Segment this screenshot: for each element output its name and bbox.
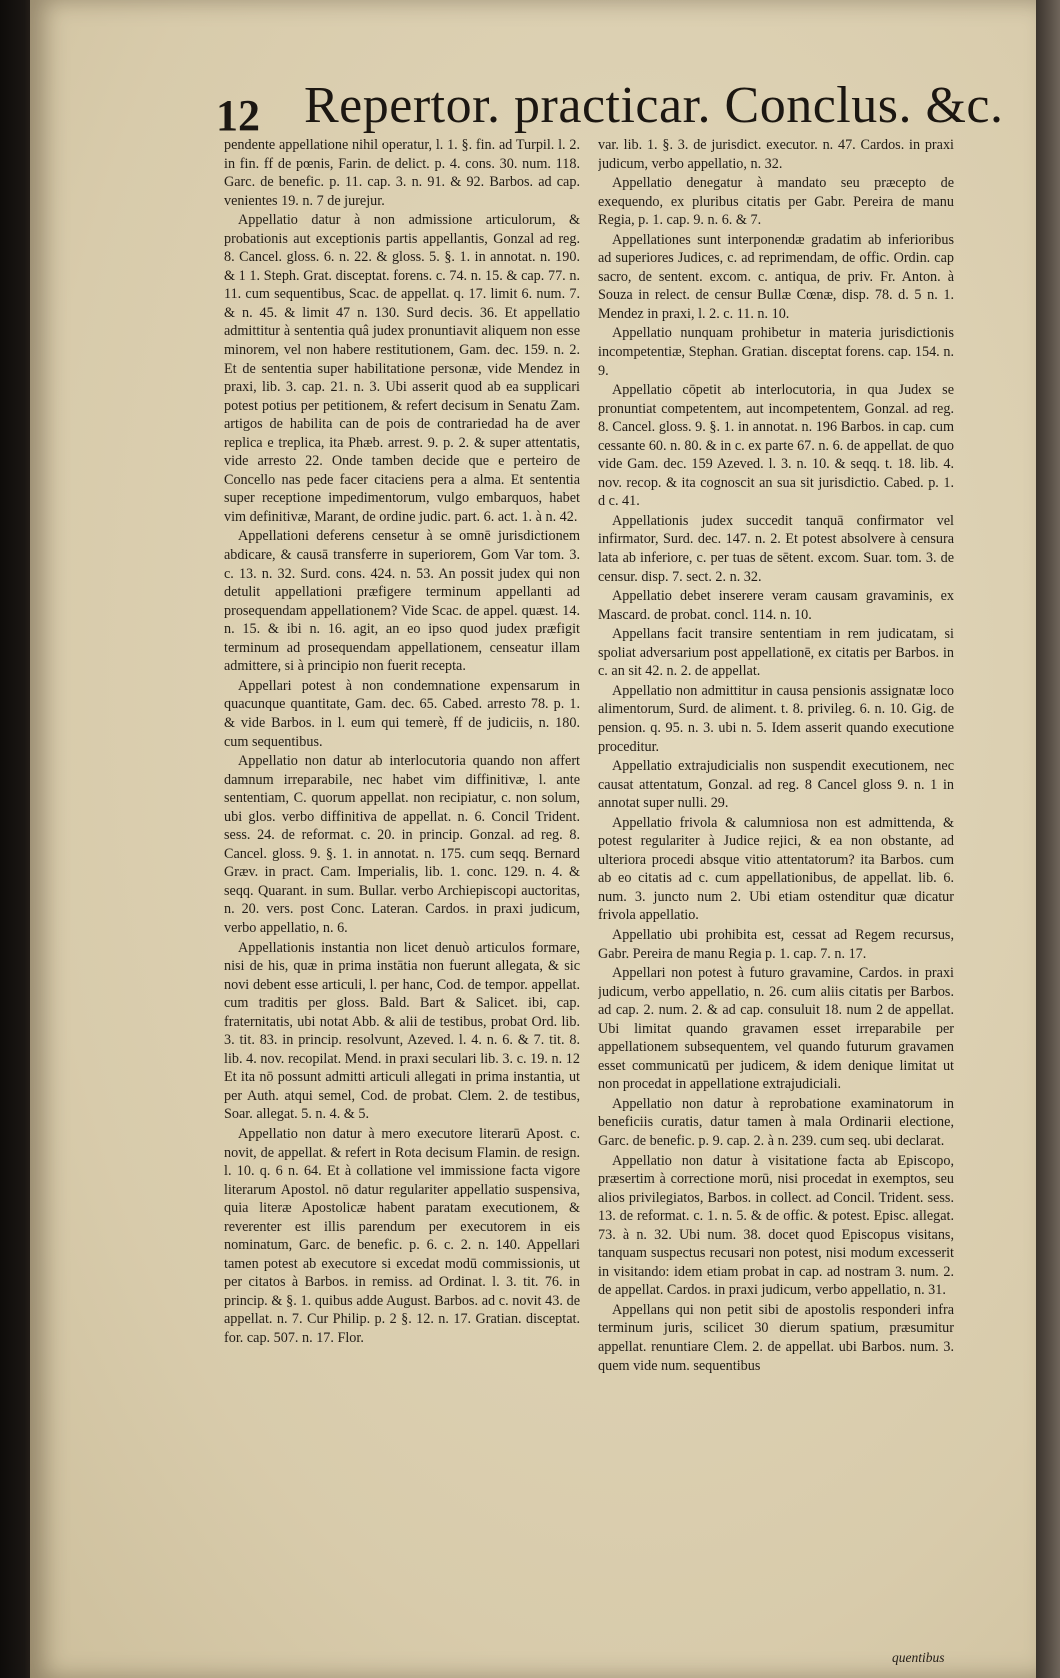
paragraph: pendente appellatione nihil operatur, l. 1. §. fin. ad Turpil. l. 2. in fin. ff de pœnis, Farin. de delict. p. 4. cons. 30. num. 118. Garc. de benefic. p. 11. cap. 3. n. 91. & 92. Barbos. ad cap. venientes 19. n. 7 de jurejur. — [224, 137, 580, 209]
paragraph: Appellans facit transire sententiam in rem judicatam, si spoliat adversarium post appellationē, ex citatis per Barbos. in c. an sit 42. n. 2. de appellat. — [598, 626, 954, 680]
paragraph: Appellatio non datur à visitatione facta ab Episcopo, præsertim à correctione morū, nisi procedat in exemptos, seu alios privilegiatos, Barbos. in collect. ad Concil. Trident. sess. 13. de reformat. c. 1. n. 5. & de offic. & potest. Episc. allegat. 73. à n. 32. Ubi num. 38. docet quod Episcopus visitans, tanquam suspectus recusari non potest, nisi modum excesserit in visitando: idem etiam probat in cap. ad nostram 3. num. 2. de appellat. Cardos. in praxi judicum, verbo appellatio, n. 31. — [598, 1152, 954, 1299]
paragraph: Appellari potest à non condemnatione expensarum in quacunque quantitate, Gam. dec. 65. Cabed. arresto 78. p. 1. & vide Barbos. in l. eum qui temerè, ff de judiciis, n. 180. cum sequentibus. — [224, 677, 580, 750]
paragraph: Appellationis instantia non licet denuò articulos formare, nisi de his, quæ in prima instātia non fuerunt allegata, & sic novi debent esse articuli, l. per hanc, Cod. de tempor. appellat. cum traditis per gloss. Bald. Bart & Salicet. ibi, cap. fraternitatis, ubi notat Abb. & alii de testibus, probat Ord. lib. 3. tit. 83. in princip. resolvunt, Azeved. l. 4. n. 6. & 7. tit. 8. lib. 4. nov. recopilat. Mend. in praxi seculari lib. 3. c. 19. n. 12 Et ita nō possunt admitti articuli allegati in prima instantia, ut per Auth. atqui semel, Cod. de probat. Clem. 2. de testibus, Soar. allegat. 5. n. 4. & 5. — [224, 939, 580, 1123]
page-number: 12 — [216, 91, 260, 140]
paragraph: Appellatio nunquam prohibetur in materia jurisdictionis incompetentiæ, Stephan. Gratian. disceptat forens. cap. 154. n. 9. — [598, 325, 954, 379]
book-page — [30, 0, 1036, 1678]
paragraph: Appellatio non datur ab interlocutoria quando non affert damnum irreparabile, nec habet vim diffinitivæ, l. ante sententiam, C. quorum appellat. non recipiatur, c. non solum, ubi glos. verbo diffinitiva de appellat. n. 6. Concil Trident. sess. 24. de reformat. c. 20. in princip. Gonzal. ad reg. 8. Cancel. gloss. 9. §. 1. in annotat. n. 175. cum seqq. Bernard Græv. in pract. Cam. Imperialis, lib. 1. conc. 129. n. 4. & seqq. Quarant. in sum. Bullar. verbo Archiepiscopi auctoritas, n. 20. vers. post Conc. Lateran. Cardos. in praxi judicum, verbo appellatio, n. 6. — [224, 753, 580, 936]
catchword: quentibus — [892, 1650, 945, 1665]
running-head: Repertor. practicar. Conclus. &c. — [304, 77, 1004, 134]
paragraph: Appellans qui non petit sibi de apostolis responderi infra terminum juris, scilicet 30 dierum spatium, præsumitur appellat. renuntiare Clem. 2. de appellat. ubi Barbos. num. 3. quem vide num. sequentibus — [598, 1301, 954, 1374]
page-edge-shadow — [1036, 0, 1060, 1678]
paragraph: Appellationes sunt interponendæ gradatim ab inferioribus ad superiores Judices, c. ad reprimendam, de offic. Ordin. cap sacro, de sentent. excom. c. antiqua, de priv. Fr. Anton. à Souza in relect. de censur Bullæ Cœnæ, disp. 78. d. 5 n. 1. Mendez in praxi, l. 2. c. 11. n. 10. — [598, 231, 954, 322]
left-column — [224, 136, 580, 1349]
paragraph: Appellatio cōpetit ab interlocutoria, in qua Judex se pronuntiat competentem, aut incompetentem, Gonzal. ad reg. 8. Cancel. gloss. 9. §. 1. in annotat. n. 196 Barbos. in cap. cum cessante 60. n. 80. & in c. ex parte 67. n. 6. de appellat. de quo vide Gam. dec. 159 Azeved. l. 3. n. 10. & seqq. t. 18. lib. 4. nov. recop. & ita cognoscit an sua sit jurisdictio. Cabed. p. 1. d c. 41. — [598, 382, 954, 510]
paragraph: Appellatio non admittitur in causa pensionis assignatæ loco alimentorum, Surd. de aliment. t. 8. privileg. 6. n. 10. Gig. de pension. q. 95. n. 3. ubi n. 5. Idem asserit quando executione proceditur. — [598, 682, 954, 755]
paragraph: Appellatio debet inserere veram causam gravaminis, ex Mascard. de probat. concl. 114. n. 10. — [598, 588, 954, 623]
paragraph: Appellatio datur à non admissione articulorum, & probationis aut exceptionis partis appellantis, Gonzal ad reg. 8. Cancel. gloss. 6. n. 22. & gloss. 5. §. 1. in annotat. n. 190. & 1 1. Steph. Grat. disceptat. forens. c. 74. n. 15. & cap. 77. n. 11. cum sequentibus, Scac. de appellat. q. 17. limit 6. num. 7. & n. 45. & limit 47 n. 130. Surd decis. 36. Et appellatio admittitur à sententia quâ judex pronuntiavit aliquem non esse minorem, vel non habere restitutionem, Gam. dec. 159. n. 2. Et de sententia super habilitatione personæ, vide Mendez in praxi, lib. 3. cap. 21. n. 3. Ubi asserit quod ab ea supplicari potest potius per petitionem, & refert decisum in Senatu Zam. artigos de habilita can de pois de contrariedad ha de aver replica e treplica, ita Phæb. arrest. 9. p. 2. & super attentatis, vide arresto 22. Onde tamben decide que e perteiro de Concello nas pede facer citaciens pera a alma. Et sententia super receptione impedimentorum, vulgo embarquos, habet vim definitivæ, Marant, de ordine judic. part. 6. act. 1. à n. 42. — [224, 212, 580, 525]
paragraph: Appellatio non datur à reprobatione examinatorum in beneficiis curatis, datur tamen à mala Ordinarii electione, Garc. de benefic. p. 9. cap. 2. à n. 239. cum seq. ubi declarat. — [598, 1095, 954, 1149]
paragraph: Appellatio ubi prohibita est, cessat ad Regem recursus, Gabr. Pereira de manu Regia p. 1. cap. 7. n. 17. — [598, 926, 954, 962]
paragraph: Appellari non potest à futuro gravamine, Cardos. in praxi judicum, verbo appellatio, n. 26. cum aliis citatis per Barbos. ad cap. 2. num. 2. & ad cap. consuluit 18. num 2 de appellat. Ubi limitat quando gravamen esset irreparabile per appellationem subsequentem, vel quando futurum gravamen esset communicatū per judicem, & idem denique limitat ut non procedat in appellatione extrajudiciali. — [598, 965, 954, 1093]
paragraph: Appellatio frivola & calumniosa non est admittenda, & potest regulariter à Judice rejici, & ea non obstante, ad ulteriora procedi absque vitio attentatorum? ita Barbos. cum ab eo citatis ad c. cum appellationibus, de appellat. lib. 6. num. 3. juncto num 2. Ubi etiam ostenditur quæ dicatur frivola appellatio. — [598, 814, 954, 924]
paragraph: Appellatio denegatur à mandato seu præcepto de exequendo, ex pluribus citatis per Gabr. Pereira de manu Regia, p. 1. cap. 9. n. 6. & 7. — [598, 175, 954, 229]
page-header — [216, 76, 1004, 142]
right-column — [598, 136, 954, 1376]
paragraph: Appellatio extrajudicialis non suspendit executionem, nec causat attentatum, Gonzal. ad reg. 8 Cancel gloss 9. n. 1 in annotat super nulli. 29. — [598, 758, 954, 812]
paragraph: Appellatio non datur à mero executore literarū Apost. c. novit, de appellat. & refert in Rota decisum Flamin. de resign. l. 10. q. 6 n. 64. Et à collatione vel immissione facta vigore literarum Apostol. nō datur regulariter appellatio suspensiva, quia literæ Apostolicæ habent paratam executionem, & reverenter est illis parendum per executorem in eis nominatum, Garc. de benefic. p. 6. c. 2. n. 140. Appellari tamen potest ab executore si excedat modū commissionis, ut per citatos à Barbos. in remiss. ad Ordinat. l. 3. tit. 76. in princip. & §. 1. quibus adde August. Barbos. ad c. novit 43. de appellat. n. 7. Cur Philip. p. 2 §. 12. n. 17. Gratian. disceptat. for. cap. 507. n. 17. Flor. — [224, 1125, 580, 1346]
paragraph: Appellationis judex succedit tanquā confirmator vel infirmator, Surd. dec. 147. n. 2. Et potest absolvere à censura lata ab inferiore, c. per tuas de sētent. excom. Suar. tom. 3. de censur. disp. 7. sect. 2. n. 32. — [598, 512, 954, 585]
paragraph: Appellationi deferens censetur à se omnē jurisdictionem abdicare, & causā transferre in superiorem, Gom Var tom. 3. c. 13. n. 32. Surd. cons. 424. n. 53. An possit judex qui non detulit appellationi præfigere terminum appellanti ad prosequendam appellationem? Vide Scac. de appel. quæst. 14. n. 15. & ibi n. 16. agit, an eo ipso quod judex præfigit terminum ad prosequendam appellationem, censeatur illam admittere, si à principio non fuerit recepta. — [224, 528, 580, 675]
paragraph: var. lib. 1. §. 3. de jurisdict. executor. n. 47. Cardos. in praxi judicum, verbo appellatio, n. 32. — [598, 137, 954, 172]
